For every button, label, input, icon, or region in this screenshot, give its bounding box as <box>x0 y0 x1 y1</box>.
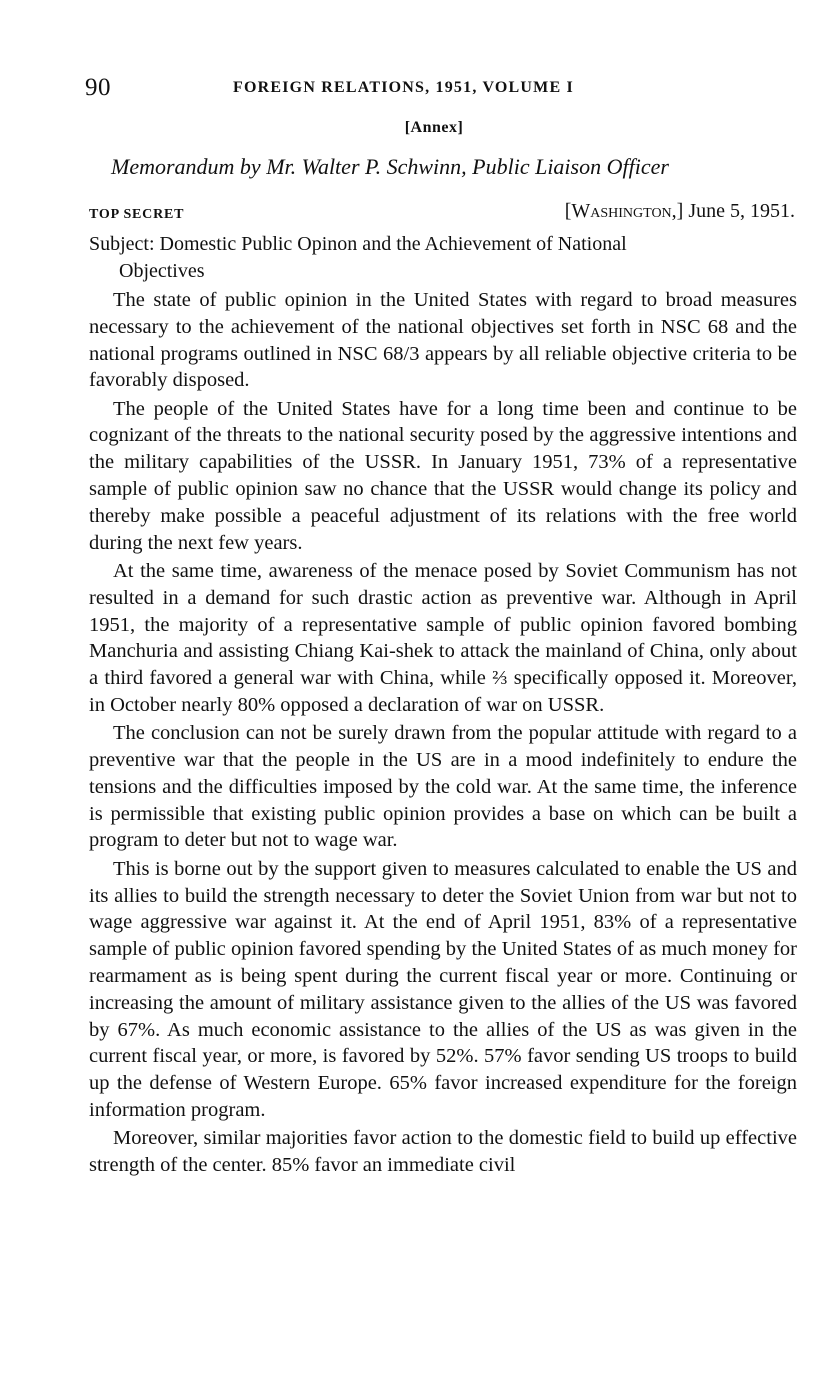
page-number: 90 <box>85 74 111 101</box>
place-date <box>565 200 795 223</box>
running-head: FOREIGN RELATIONS, 1951, VOLUME I <box>233 79 574 96</box>
subject-label: Subject: <box>89 233 155 255</box>
annex-label: [Annex] <box>404 119 464 136</box>
page-header <box>85 74 800 108</box>
paragraph: The state of public opinion in the United States with regard to broad measures necessary to the achievement of the national objectives set forth in NSC 68 and the national programs outlined in NSC 68/3 appears by all reliable objective criteria to be favorably disposed. <box>89 289 797 392</box>
subject-continuation: Objectives <box>119 260 205 282</box>
paragraph: The people of the United States have for a long time been and continue to be cognizant of the threats to the national security posed by the aggressive intentions and the military capabilities of the USSR. In January 1951, 73% of a representative sample of public opinion saw no chance that the USSR would change its policy and thereby make possible a peaceful adjustment of its relations with the free world during the next few years. <box>89 397 797 554</box>
memo-body <box>89 287 797 1180</box>
paragraph: The conclusion can not be surely drawn from the popular attitude with regard to a preventive war that the people in the US are in a mood indefinitely to endure the tensions and the difficulties imposed by the cold war. At the same time, the inference is permissible that existing public opinion provides a base on which can be built a program to deter but not to wage war. <box>89 722 797 852</box>
subject-line <box>89 231 797 285</box>
classification-marking: TOP SECRET <box>89 207 185 222</box>
subject-text: Domestic Public Opinon and the Achievement of National <box>159 233 627 255</box>
paragraph: At the same time, awareness of the menace posed by Soviet Communism has not resulted in a demand for such drastic action as preventive war. Although in April 1951, the majority of a representative sample of public opinion favored bombing Manchuria and assisting Chiang Kai-shek to attack the mainland of China, only about a third favored a general war with China, while ⅔ specifically opposed it. Moreover, in October nearly 80% opposed a declaration of war on USSR. <box>89 559 797 716</box>
place: [Washington,] <box>564 200 684 222</box>
classification-row <box>89 200 795 230</box>
date: June 5, 1951. <box>688 200 795 222</box>
paragraph: Moreover, similar majorities favor action to the domestic field to build up effective strength of the center. 85% favor an immediate civil <box>89 1127 797 1176</box>
memo-title: Memorandum by Mr. Walter P. Schwinn, Public Liaison Officer <box>111 154 669 179</box>
paragraph: This is borne out by the support given to measures calculated to enable the US and its allies to build the strength necessary to deter the Soviet Union from war but not to wage aggressive war against it. At the end of April 1951, 83% of a representative sample of public opinion favored spending by the United States of as much money for rearmament as is being spent during the current fiscal year or more. Continuing or increasing the amount of military assistance given to the allies of the US was favored by 67%. As much economic assistance to the allies of the US as was given in the current fiscal year, or more, is favored by 52%. 57% favor sending US troops to build up the defense of Western Europe. 65% favor increased expenditure for the foreign information program. <box>89 857 797 1121</box>
